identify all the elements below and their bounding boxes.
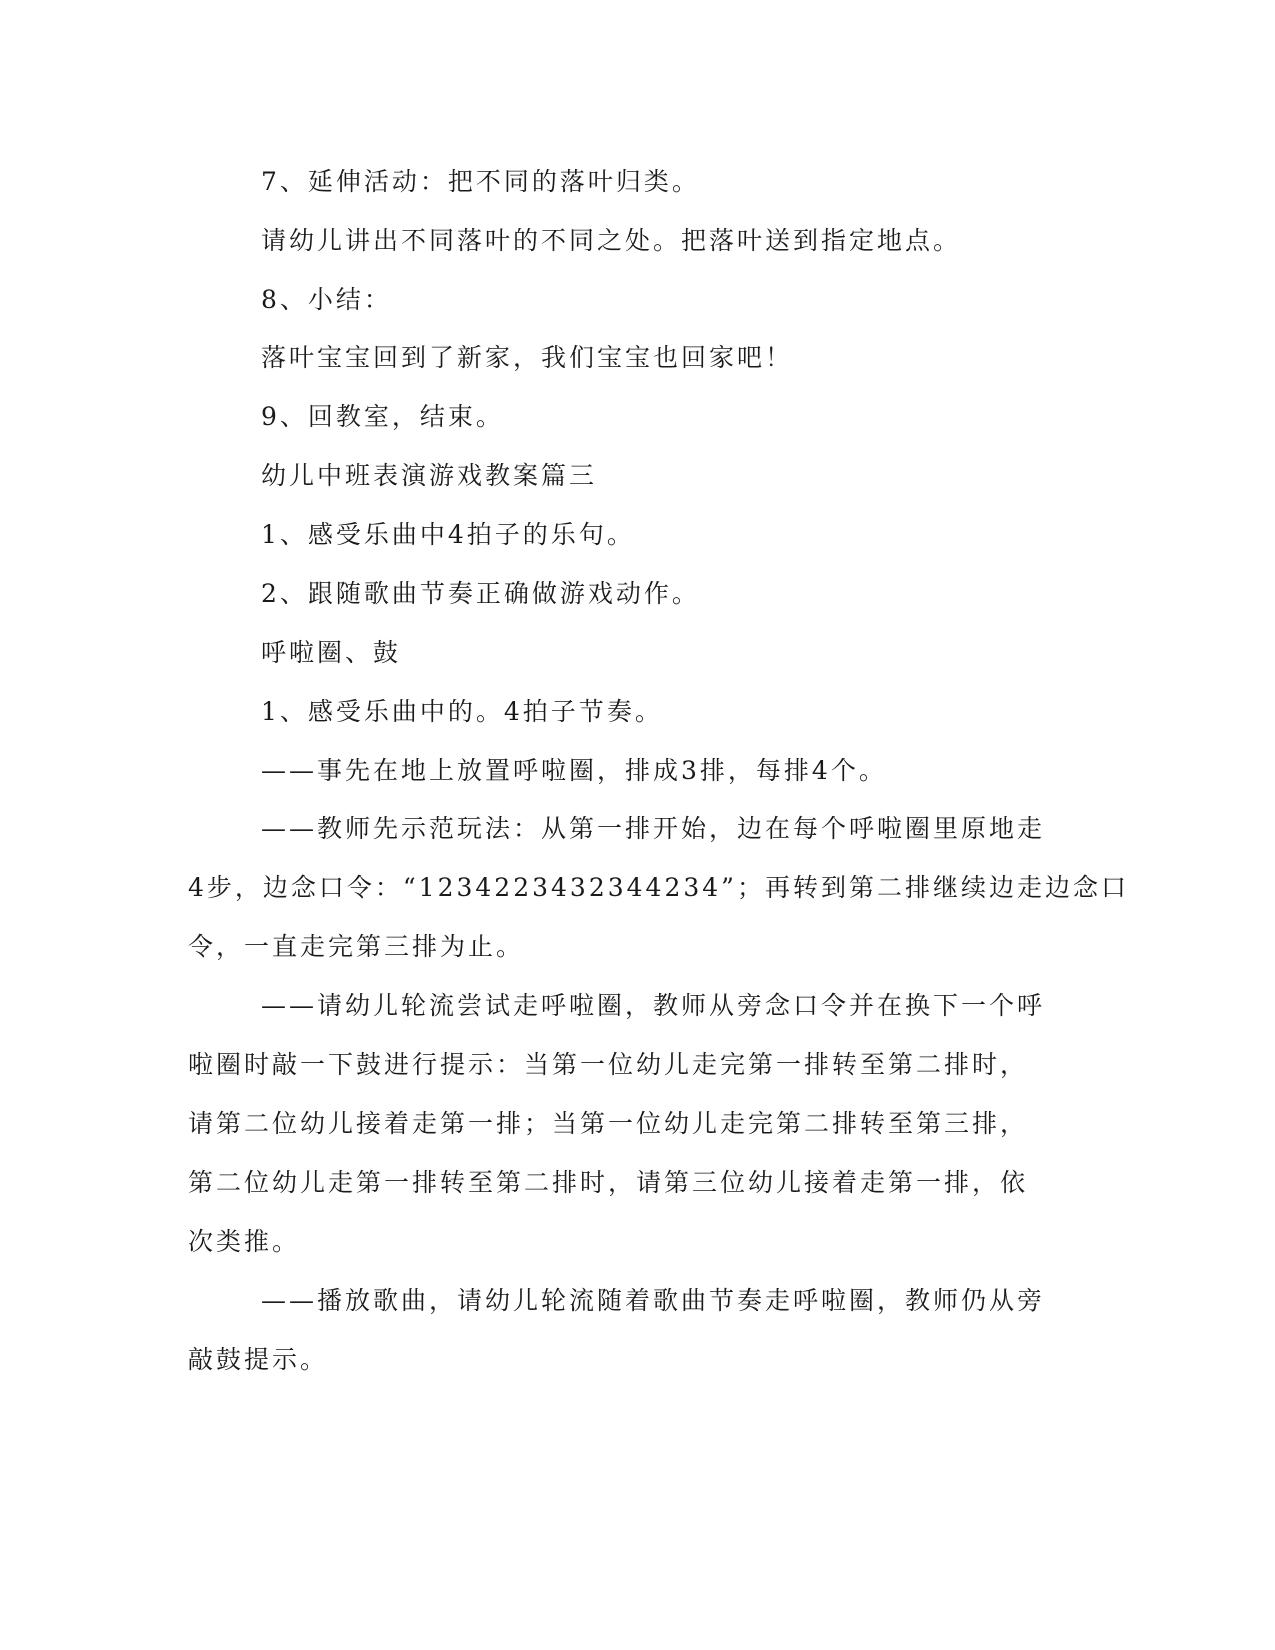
goal-2: 2、跟随歌曲节奏正确做游戏动作。 (261, 579, 700, 608)
step-7-extension-activity: 7、延伸活动：把不同的落叶归类。 (261, 167, 700, 196)
process-detail-try-line-1: ——请幼儿轮流尝试走呼啦圈，教师从旁念口令并在换下一个呼 (261, 991, 1046, 1020)
materials: 呼啦圈、鼓 (261, 638, 402, 667)
process-detail-try-line-3: 请第二位幼儿接着走第一排；当第一位幼儿走完第二排转至第三排， (188, 1109, 1029, 1138)
process-detail-setup: ——事先在地上放置呼啦圈，排成3排，每排4个。 (261, 756, 887, 785)
goal-1: 1、感受乐曲中4拍子的乐句。 (261, 520, 635, 549)
process-detail-demo-line-1: ——教师先示范玩法：从第一排开始，边在每个呼啦圈里原地走 (261, 814, 1046, 843)
process-detail-try-line-4: 第二位幼儿走第一排转至第二排时，请第三位幼儿接着走第一排，依 (188, 1168, 1029, 1197)
process-detail-try-line-2: 啦圈时敲一下鼓进行提示：当第一位幼儿走完第一排转至第二排时， (188, 1050, 1029, 1079)
process-detail-try-line-5: 次类推。 (188, 1227, 301, 1256)
process-detail-demo-line-3: 令，一直走完第三排为止。 (188, 932, 525, 961)
section-title: 幼儿中班表演游戏教案篇三 (261, 461, 598, 490)
step-8-summary-heading: 8、小结： (261, 285, 392, 314)
process-detail-music-line-1: ——播放歌曲，请幼儿轮流随着歌曲节奏走呼啦圈，教师仍从旁 (261, 1286, 1046, 1315)
process-detail-music-line-2: 敲鼓提示。 (188, 1345, 329, 1374)
process-step-1: 1、感受乐曲中的。4拍子节奏。 (261, 697, 663, 726)
step-7-instruction: 请幼儿讲出不同落叶的不同之处。把落叶送到指定地点。 (261, 226, 962, 255)
process-detail-demo-line-2: 4步，边念口令：“1234223432344234”；再转到第二排继续边走边念口 (188, 873, 1129, 902)
step-8-summary-text: 落叶宝宝回到了新家，我们宝宝也回家吧！ (261, 343, 794, 372)
step-9-end: 9、回教室，结束。 (261, 402, 504, 431)
